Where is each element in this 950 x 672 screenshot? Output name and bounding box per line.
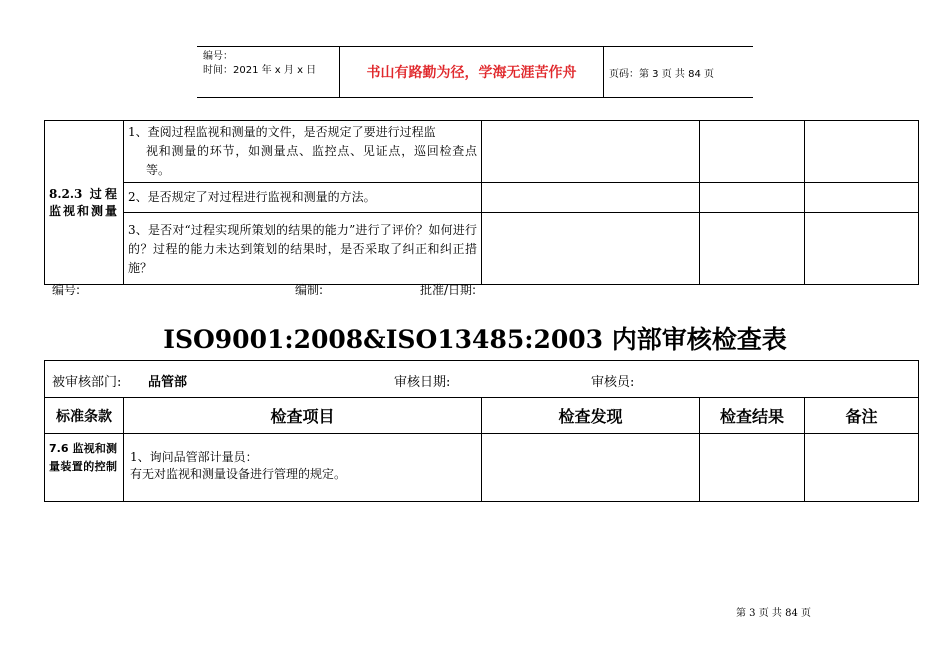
header-left <box>203 50 316 78</box>
check-item-text: 1、询问品管部计量员： <box>130 450 258 464</box>
check-item-text: 1、查阅过程监视和测量的文件，是否规定了要进行过程监 <box>128 125 436 139</box>
remark-cell[interactable] <box>805 183 919 213</box>
check-item-text: 视和测量的环节，如测量点、监控点、见证点，巡回检查点等。 <box>146 144 477 177</box>
check-item-2: 2、是否规定了对过程进行监视和测量的方法。 <box>124 183 482 213</box>
table-row <box>45 183 919 213</box>
table-row <box>45 213 919 285</box>
checklist-table-continued <box>44 120 919 285</box>
audit-info-row <box>45 361 919 398</box>
page-footer: 第 3 页 共 84 页 <box>736 608 811 619</box>
doc-number-field: 编号: <box>52 283 81 297</box>
check-item-text: 有无对监视和测量设备进行管理的规定。 <box>130 467 347 481</box>
finding-cell[interactable] <box>482 121 700 183</box>
result-cell[interactable] <box>700 121 805 183</box>
page-number-label: 页码：第 3 页 共 84 页 <box>609 69 714 80</box>
page-header <box>197 46 753 98</box>
col-header-clause: 标准条款 <box>45 398 124 434</box>
clause-cell: 8.2.3 过程监视和测量 <box>45 121 124 285</box>
remark-cell[interactable] <box>805 213 919 285</box>
col-header-item: 检查项目 <box>124 398 482 434</box>
audit-date-label: 审核日期: <box>394 375 451 390</box>
dept-value: 品管部 <box>148 375 188 390</box>
dept-label: 被审核部门: <box>52 375 122 390</box>
slogan: 书山有路勤为径，学海无涯苦作舟 <box>366 65 577 81</box>
check-item-1 <box>124 121 482 183</box>
check-item-1 <box>124 434 482 502</box>
remark-cell[interactable] <box>805 121 919 183</box>
table-row <box>45 121 919 183</box>
col-header-result: 检查结果 <box>700 398 805 434</box>
col-header-remark: 备注 <box>805 398 919 434</box>
audit-info-cell <box>45 361 919 398</box>
time-label: 时间：2021 年 x 月 x 日 <box>203 65 317 76</box>
finding-cell[interactable] <box>482 183 700 213</box>
checklist-table <box>44 360 919 502</box>
clause-cell: 7.6 监视和测量装置的控制 <box>45 434 124 502</box>
table-header-row <box>45 398 919 434</box>
col-header-finding: 检查发现 <box>482 398 700 434</box>
result-cell[interactable] <box>700 213 805 285</box>
prepared-by-field: 编制: <box>295 283 324 297</box>
doc-number-label: 编号： <box>203 51 233 62</box>
approved-date-field: 批准/日期: <box>420 283 477 297</box>
remark-cell[interactable] <box>805 434 919 502</box>
header-slogan-cell <box>339 47 604 97</box>
page-title: ISO9001:2008&ISO13485:2003 内部审核检查表 <box>163 325 787 354</box>
result-cell[interactable] <box>700 434 805 502</box>
check-item-3: 3、是否对“过程实现所策划的结果的能力”进行了评价？如何进行的？过程的能力未达到策划的结果时，是否采取了纠正和纠正措施？ <box>124 213 482 285</box>
table-row <box>45 434 919 502</box>
finding-cell[interactable] <box>482 213 700 285</box>
auditor-label: 审核员: <box>591 375 635 390</box>
finding-cell[interactable] <box>482 434 700 502</box>
result-cell[interactable] <box>700 183 805 213</box>
